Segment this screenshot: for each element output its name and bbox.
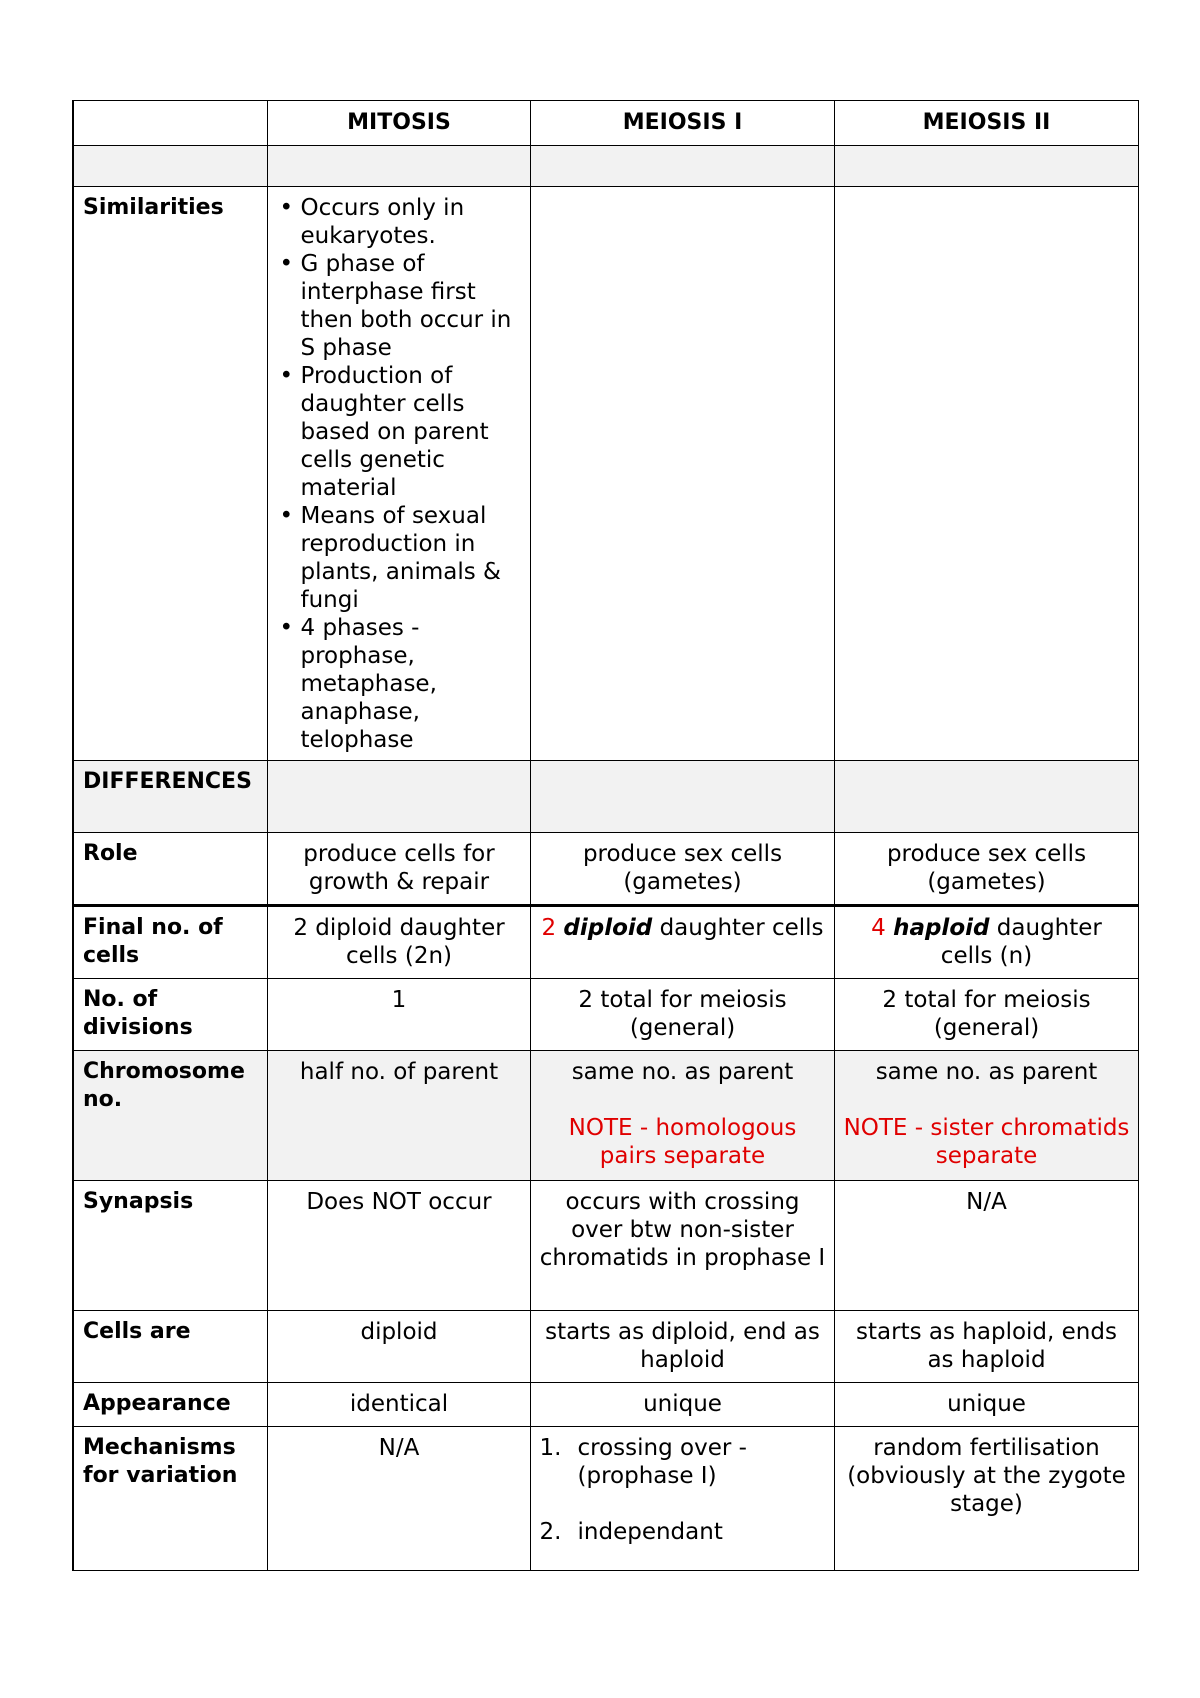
similarities-label: Similarities <box>73 187 267 761</box>
chromosome-note: NOTE - homologous pairs separate <box>568 1115 797 1169</box>
chromosome-note: NOTE - sister chromatids separate <box>843 1115 1130 1169</box>
appearance-label: Appearance <box>73 1383 267 1427</box>
chromosome-meiosis-2 <box>834 1051 1138 1181</box>
similarities-list-cell <box>267 187 530 761</box>
role-mitosis: produce cells for growth & repair <box>267 833 530 906</box>
mechanism-number: 1. <box>539 1435 562 1461</box>
header-row <box>73 101 1138 146</box>
mechanisms-meiosis-2: random fertilisation (obviously at the zygote stage) <box>834 1427 1138 1571</box>
final-cells-ploidy: haploid <box>893 915 990 941</box>
final-cells-meiosis-2 <box>834 906 1138 979</box>
header-meiosis-1: MEIOSIS I <box>530 101 834 146</box>
comparison-table <box>72 100 1139 1571</box>
mechanism-text: independant <box>577 1519 723 1545</box>
chromosome-label: Chromosome no. <box>73 1051 267 1181</box>
final-cells-number: 2 <box>541 915 557 941</box>
mechanism-number: 2. <box>539 1519 562 1545</box>
final-cells-rest: daughter cells (n) <box>940 915 1102 969</box>
list-spacer <box>578 1490 826 1518</box>
final-cells-rest: daughter cells <box>652 915 824 941</box>
role-label: Role <box>73 833 267 906</box>
blank-cell <box>73 146 267 187</box>
similarity-item: • 4 phases - prophase, metaphase, anaphase, telophase <box>301 614 522 754</box>
appearance-row <box>73 1383 1138 1427</box>
role-meiosis-2: produce sex cells (gametes) <box>834 833 1138 906</box>
final-cells-ploidy: diploid <box>563 915 653 941</box>
synapsis-mitosis: Does NOT occur <box>267 1181 530 1311</box>
divisions-meiosis-2: 2 total for meiosis (general) <box>834 979 1138 1051</box>
header-mitosis: MITOSIS <box>267 101 530 146</box>
chromosome-value: same no. as parent <box>875 1059 1098 1085</box>
mechanism-item <box>539 1518 826 1546</box>
blank-cell <box>834 146 1138 187</box>
differences-row <box>73 761 1138 833</box>
chromosome-row <box>73 1051 1138 1181</box>
differences-label: DIFFERENCES <box>73 761 267 833</box>
mechanism-item <box>539 1434 826 1490</box>
empty-cell <box>530 187 834 761</box>
blank-cell <box>530 146 834 187</box>
divisions-row <box>73 979 1138 1051</box>
empty-cell <box>834 187 1138 761</box>
final-cells-label: Final no. of cells <box>73 906 267 979</box>
similarity-item: • Production of daughter cells based on parent cells genetic material <box>301 362 522 502</box>
appearance-meiosis-1: unique <box>530 1383 834 1427</box>
synapsis-meiosis-2: N/A <box>834 1181 1138 1311</box>
appearance-meiosis-2: unique <box>834 1383 1138 1427</box>
divisions-label: No. of divisions <box>73 979 267 1051</box>
similarity-item: • Means of sexual reproduction in plants, animals & fungi <box>301 502 522 614</box>
header-blank <box>73 101 267 146</box>
mechanisms-mitosis: N/A <box>267 1427 530 1571</box>
empty-cell <box>267 761 530 833</box>
appearance-mitosis: identical <box>267 1383 530 1427</box>
divisions-mitosis: 1 <box>267 979 530 1051</box>
synapsis-label: Synapsis <box>73 1181 267 1311</box>
cells-are-meiosis-1: starts as diploid, end as haploid <box>530 1311 834 1383</box>
role-meiosis-1: produce sex cells (gametes) <box>530 833 834 906</box>
similarity-item: • Occurs only in eukaryotes. <box>301 194 522 250</box>
similarities-list <box>277 194 522 754</box>
cells-are-row <box>73 1311 1138 1383</box>
final-cells-meiosis-1 <box>530 906 834 979</box>
cells-are-meiosis-2: starts as haploid, ends as haploid <box>834 1311 1138 1383</box>
similarity-item: • G phase of interphase first then both occur in S phase <box>301 250 522 362</box>
mechanisms-meiosis-1 <box>530 1427 834 1571</box>
role-row <box>73 833 1138 906</box>
chromosome-mitosis: half no. of parent <box>267 1051 530 1181</box>
chromosome-meiosis-1 <box>530 1051 834 1181</box>
final-cells-number: 4 <box>871 915 886 941</box>
final-cells-mitosis: 2 diploid daughter cells (2n) <box>267 906 530 979</box>
empty-cell <box>834 761 1138 833</box>
blank-row <box>73 146 1138 187</box>
chromosome-value: same no. as parent <box>571 1059 794 1085</box>
final-cells-row <box>73 906 1138 979</box>
divisions-meiosis-1: 2 total for meiosis (general) <box>530 979 834 1051</box>
mechanism-text: crossing over - (prophase I) <box>577 1435 747 1489</box>
empty-cell <box>530 761 834 833</box>
cells-are-mitosis: diploid <box>267 1311 530 1383</box>
blank-cell <box>267 146 530 187</box>
cells-are-label: Cells are <box>73 1311 267 1383</box>
synapsis-row <box>73 1181 1138 1311</box>
similarities-row <box>73 187 1138 761</box>
header-meiosis-2: MEIOSIS II <box>834 101 1138 146</box>
mechanisms-label: Mechanisms for variation <box>73 1427 267 1571</box>
synapsis-meiosis-1: occurs with crossing over btw non-sister chromatids in prophase I <box>530 1181 834 1311</box>
mechanisms-list <box>540 1434 826 1546</box>
mechanisms-row <box>73 1427 1138 1571</box>
